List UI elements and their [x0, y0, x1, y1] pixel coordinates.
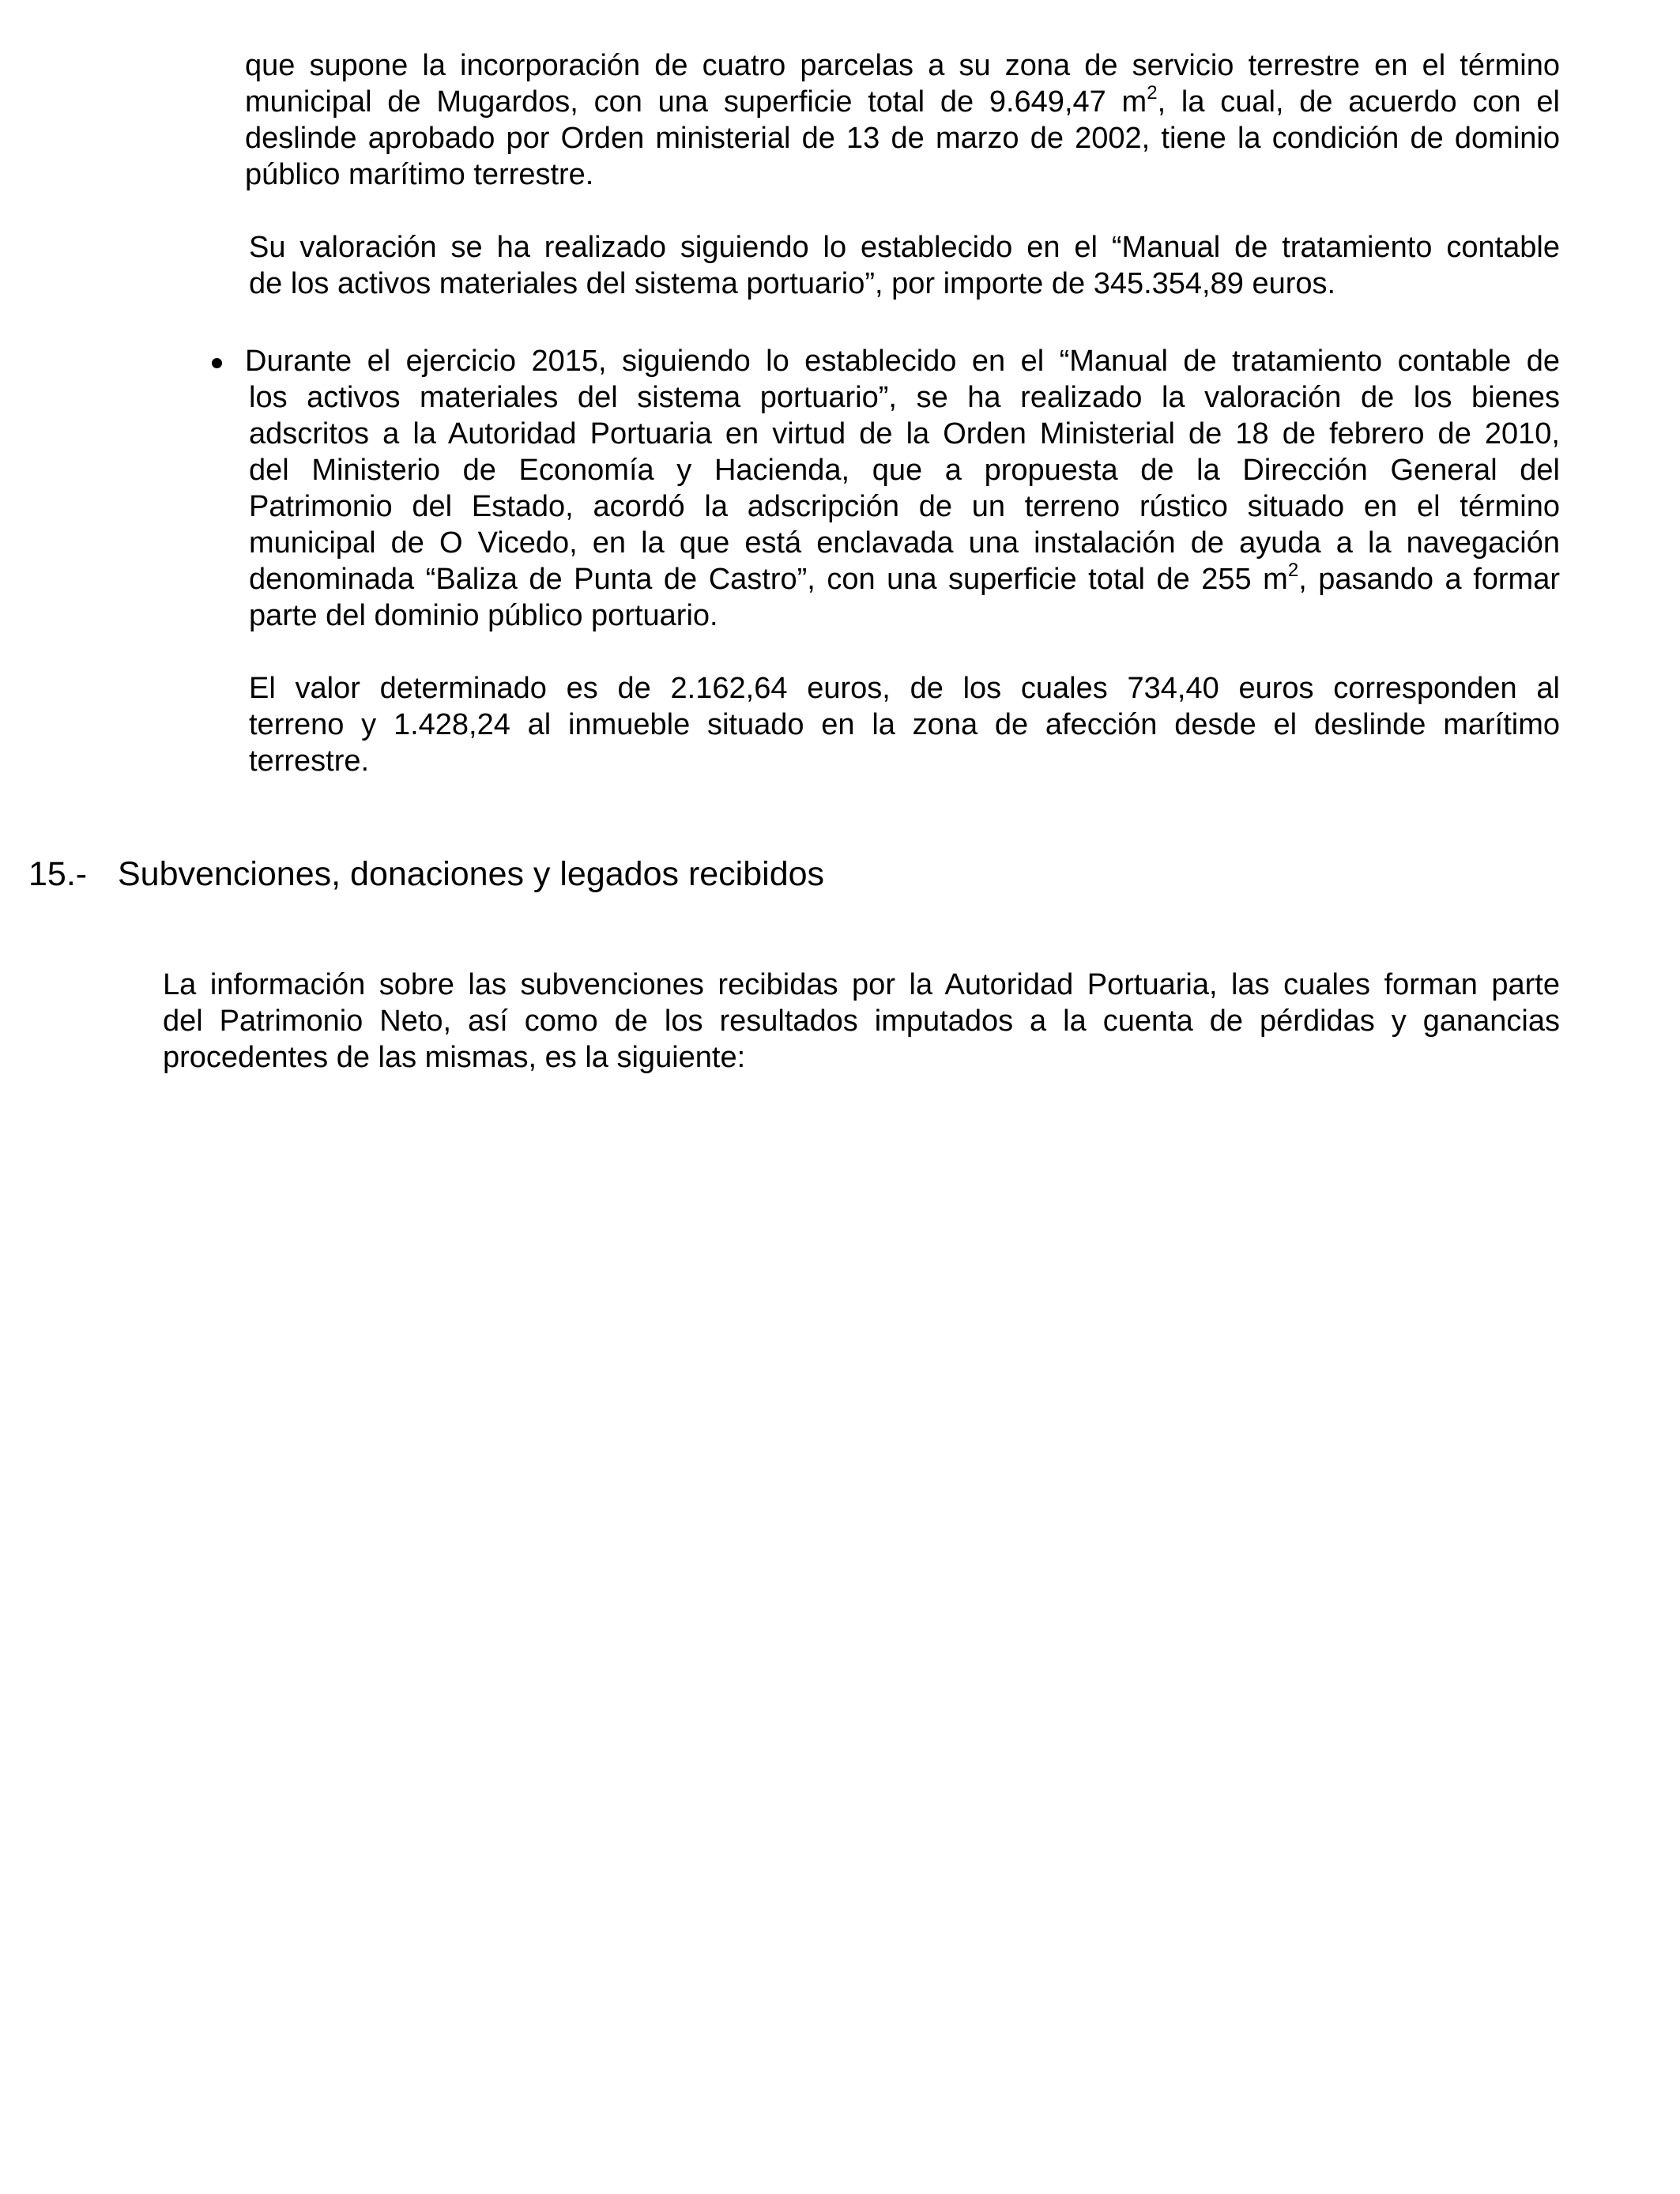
text-line: Patrimonio del Estado, acordó la adscripción de un terreno rústico situado en el término: [249, 490, 1560, 523]
text-line: del Ministerio de Economía y Hacienda, que a propuesta de la Dirección General del: [249, 454, 1560, 487]
text-line: procedentes de las mismas, es la siguiente:: [163, 1041, 746, 1074]
section-number: 15.-: [28, 855, 88, 893]
paragraph-ejercicio-2015: [245, 343, 1560, 634]
text-fragment: municipal de Mugardos, con una superficie total de 9.649,47 m: [245, 85, 1147, 119]
section-title: Subvenciones, donaciones y legados recibidos: [118, 855, 825, 893]
paragraph-valor-determinado: [249, 670, 1560, 779]
text-line: La información sobre las subvenciones recibidas por la Autoridad Portuaria, las cuales forman parte: [163, 968, 1560, 1001]
text-line: parte del dominio público portuario.: [249, 599, 718, 632]
paragraph-parcelas-mugardos: [245, 47, 1560, 193]
bullet-icon: [212, 358, 222, 368]
text-line: que supone la incorporación de cuatro parcelas a su zona de servicio terrestre en el término: [245, 49, 1560, 82]
superscript: 2: [1147, 82, 1158, 104]
text-line: del Patrimonio Neto, así como de los resultados imputados a la cuenta de pérdidas y ganancias: [163, 1005, 1560, 1038]
text-fragment: , la cual, de acuerdo con el: [1157, 85, 1561, 119]
text-fragment: , pasando a formar: [1298, 563, 1560, 596]
text-line: [245, 561, 1560, 598]
text-fragment: denominada “Baliza de Punta de Castro”, con una superficie total de 255 m: [249, 563, 1288, 596]
text-line: Durante el ejercicio 2015, siguiendo lo establecido en el “Manual de tratamiento contable de: [245, 345, 1560, 378]
text-line: municipal de O Vicedo, en la que está enclavada una instalación de ayuda a la navegación: [249, 526, 1560, 560]
paragraph-valoracion: [249, 229, 1560, 302]
text-line: El valor determinado es de 2.162,64 euros, de los cuales 734,40 euros corresponden al: [249, 672, 1560, 705]
text-line: adscritos a la Autoridad Portuaria en virtud de la Orden Ministerial de 18 de febrero de 2010,: [249, 417, 1560, 450]
superscript: 2: [1287, 560, 1299, 582]
text-line: Su valoración se ha realizado siguiendo lo establecido en el “Manual de tratamiento contable: [249, 231, 1560, 264]
text-line: deslinde aprobado por Orden ministerial de 13 de marzo de 2002, tiene la condición de dominio: [245, 122, 1560, 155]
text-line: los activos materiales del sistema portuario”, se ha realizado la valoración de los bienes: [249, 381, 1560, 414]
text-line: público marítimo terrestre.: [245, 158, 594, 191]
paragraph-subvenciones-info: [163, 967, 1560, 1076]
text-line: [245, 84, 1560, 120]
text-line: terreno y 1.428,24 al inmueble situado en la zona de afección desde el deslinde marítimo: [249, 708, 1560, 741]
section-heading: [28, 854, 824, 895]
text-line: terrestre.: [249, 745, 370, 778]
text-line: de los activos materiales del sistema portuario”, por importe de 345.354,89 euros.: [249, 267, 1336, 300]
